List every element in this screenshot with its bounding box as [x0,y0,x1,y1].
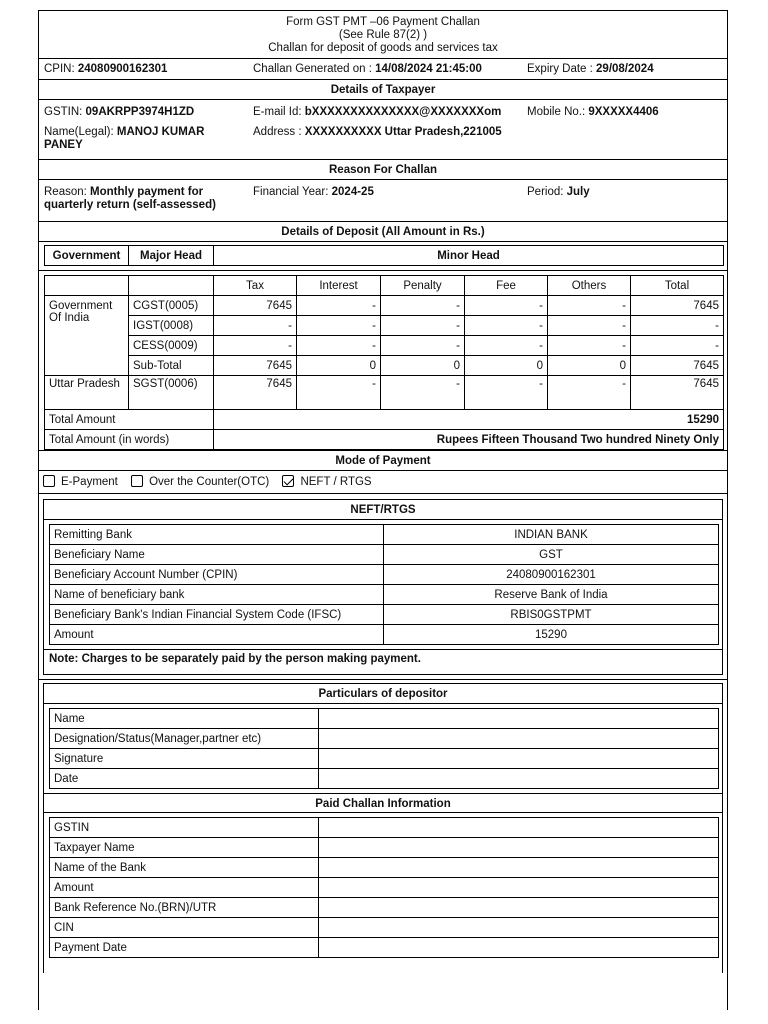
paid-value-cell[interactable] [319,878,719,898]
tax-cell: 7645 [214,356,297,376]
paid-label-cell: Amount [50,878,319,898]
name-label: Name(Legal): [44,126,117,138]
paid-label-cell: Payment Date [50,938,319,958]
fee-cell: - [465,376,548,410]
depositor-label-cell: Date [50,769,319,789]
email-value: bXXXXXXXXXXXXXX@XXXXXXXom [304,106,502,118]
paid-label-cell: Bank Reference No.(BRN)/UTR [50,898,319,918]
head-major: Major Head [129,246,214,266]
fee-cell: - [465,296,548,316]
paid-value-cell[interactable] [319,938,719,958]
otc-checkbox[interactable] [131,475,143,487]
epayment-checkbox[interactable] [43,475,55,487]
total-cell: - [631,316,724,336]
reason-value: Monthly payment for quarterly return (self-assessed) [44,186,216,211]
fy-value: 2024-25 [331,186,374,198]
generated-label: Challan Generated on : [253,63,376,75]
table-row [50,585,719,605]
others-cell: 0 [548,356,631,376]
cpin-label: CPIN: [44,63,78,75]
table-row [50,769,719,789]
interest-cell: - [297,376,381,410]
penalty-cell: - [381,316,465,336]
paid-table [49,817,719,958]
total-amount-value: 15290 [214,410,724,430]
paid-value-cell[interactable] [319,838,719,858]
depositor-value-cell[interactable] [319,749,719,769]
deposit-head-row [39,242,727,271]
period-label: Period: [527,186,567,198]
table-row [50,818,719,838]
neft-value-cell: 15290 [384,625,719,645]
table-row [45,376,724,410]
table-row [50,525,719,545]
total-amount-row [45,410,724,430]
address-label: Address : [253,126,305,138]
tax-cell: - [214,316,297,336]
col-total: Total [631,276,724,296]
interest-cell: - [297,336,381,356]
col-tax: Tax [214,276,297,296]
table-row [50,838,719,858]
depositor-label-cell: Designation/Status(Manager,partner etc) [50,729,319,749]
table-row [50,858,719,878]
col-fee: Fee [465,276,548,296]
payment-mode-options [39,471,727,494]
fee-cell: 0 [465,356,548,376]
table-row [50,918,719,938]
table-row [45,336,724,356]
cpin-row [39,59,727,80]
form-rule: (See Rule 87(2) ) [338,29,428,41]
penalty-cell: 0 [381,356,465,376]
neft-title: NEFT/RTGS [44,500,722,520]
epayment-label: E-Payment [61,476,118,488]
deposit-section-title: Details of Deposit (All Amount in Rs.) [39,222,727,242]
depositor-title: Particulars of depositor [44,684,722,704]
paid-label-cell: GSTIN [50,818,319,838]
table-row [50,605,719,625]
neft-value-cell: RBIS0GSTPMT [384,605,719,625]
form-title: Form GST PMT –06 Payment Challan [286,16,480,28]
paid-label-cell: CIN [50,918,319,938]
depositor-box [43,683,723,973]
total-cell: 7645 [631,376,724,410]
gov-india-label: Government Of India [45,296,129,376]
table-row [50,749,719,769]
major-head-cell: SGST(0006) [129,376,214,410]
table-row [50,898,719,918]
expiry-label: Expiry Date : [527,63,597,75]
fee-cell: - [465,336,548,356]
col-penalty: Penalty [381,276,465,296]
neft-value-cell: INDIAN BANK [384,525,719,545]
head-minor: Minor Head [214,246,724,266]
cpin-value: 24080900162301 [77,63,168,75]
table-row [45,316,724,336]
penalty-cell: - [381,376,465,410]
gstin-value: 09AKRPP3974H1ZD [85,106,195,118]
table-row [50,729,719,749]
interest-cell: - [297,296,381,316]
head-government: Government [45,246,129,266]
otc-label: Over the Counter(OTC) [149,476,270,488]
table-row [45,296,724,316]
neft-label: NEFT / RTGS [300,476,372,488]
address-value: XXXXXXXXXX Uttar Pradesh,221005 [304,126,502,138]
total-words-row [45,430,724,450]
tax-cell: 7645 [214,376,297,410]
paid-value-cell[interactable] [319,898,719,918]
depositor-label-cell: Name [50,709,319,729]
others-cell: - [548,316,631,336]
period-value: July [566,186,590,198]
deposit-table-wrap [39,271,727,451]
fee-cell: - [465,316,548,336]
reason-section-title: Reason For Challan [39,160,727,180]
others-cell: - [548,296,631,316]
neft-table [49,524,719,645]
total-amount-label: Total Amount [45,410,214,430]
paid-title: Paid Challan Information [44,793,722,813]
depositor-value-cell[interactable] [319,709,719,729]
col-interest: Interest [297,276,381,296]
table-row [50,878,719,898]
gstin-label: GSTIN: [44,106,86,118]
interest-cell: - [297,316,381,336]
neft-label-cell: Name of beneficiary bank [50,585,384,605]
neft-note: Note: Charges to be separately paid by the person making payment. [44,649,722,668]
reason-label: Reason: [44,186,91,198]
total-words-value: Rupees Fifteen Thousand Two hundred Ninety Only [214,430,724,450]
table-row [45,356,724,376]
neft-value-cell: 24080900162301 [384,565,719,585]
neft-label-cell: Beneficiary Name [50,545,384,565]
total-cell: 7645 [631,296,724,316]
major-head-cell: CESS(0009) [129,336,214,356]
form-header [39,11,727,59]
generated-value: 14/08/2024 21:45:00 [375,63,482,75]
taxpayer-details [39,100,727,160]
col-others: Others [548,276,631,296]
depositor-label-cell: Signature [50,749,319,769]
taxpayer-section-title: Details of Taxpayer [39,80,727,100]
neft-box [43,499,723,675]
others-cell: - [548,336,631,356]
expiry-value: 29/08/2024 [596,63,654,75]
major-head-cell: Sub-Total [129,356,214,376]
deposit-table [44,275,724,450]
paid-value-cell[interactable] [319,818,719,838]
neft-label-cell: Beneficiary Account Number (CPIN) [50,565,384,585]
penalty-cell: - [381,336,465,356]
total-words-label: Total Amount (in words) [45,430,214,450]
neft-label-cell: Remitting Bank [50,525,384,545]
paid-label-cell: Name of the Bank [50,858,319,878]
neft-checkbox[interactable] [282,475,294,487]
neft-value-cell: GST [384,545,719,565]
paid-label-cell: Taxpayer Name [50,838,319,858]
fy-label: Financial Year: [253,186,332,198]
mobile-label: Mobile No.: [527,106,589,118]
tax-cell: 7645 [214,296,297,316]
payment-mode-title: Mode of Payment [39,451,727,471]
paid-value-cell[interactable] [319,918,719,938]
tax-cell: - [214,336,297,356]
neft-label-cell: Beneficiary Bank's Indian Financial System Code (IFSC) [50,605,384,625]
up-label: Uttar Pradesh [45,376,129,410]
total-cell: 7645 [631,356,724,376]
table-row [50,938,719,958]
name-value: MANOJ KUMAR PANEY [44,126,205,151]
major-head-cell: IGST(0008) [129,316,214,336]
depositor-table [49,708,719,789]
neft-label-cell: Amount [50,625,384,645]
major-head-cell: CGST(0005) [129,296,214,316]
challan-form [38,10,728,1010]
table-row [50,625,719,645]
reason-details [39,180,727,222]
depositor-value-cell[interactable] [319,729,719,749]
total-cell: - [631,336,724,356]
table-row [50,545,719,565]
interest-cell: 0 [297,356,381,376]
depositor-value-cell[interactable] [319,769,719,789]
mobile-value: 9XXXXX4406 [588,106,659,118]
paid-value-cell[interactable] [319,858,719,878]
neft-value-cell: Reserve Bank of India [384,585,719,605]
email-label: E-mail Id: [253,106,305,118]
table-row [50,709,719,729]
others-cell: - [548,376,631,410]
separator [39,679,727,680]
penalty-cell: - [381,296,465,316]
table-row [50,565,719,585]
form-subtitle: Challan for deposit of goods and services tax [268,42,498,54]
